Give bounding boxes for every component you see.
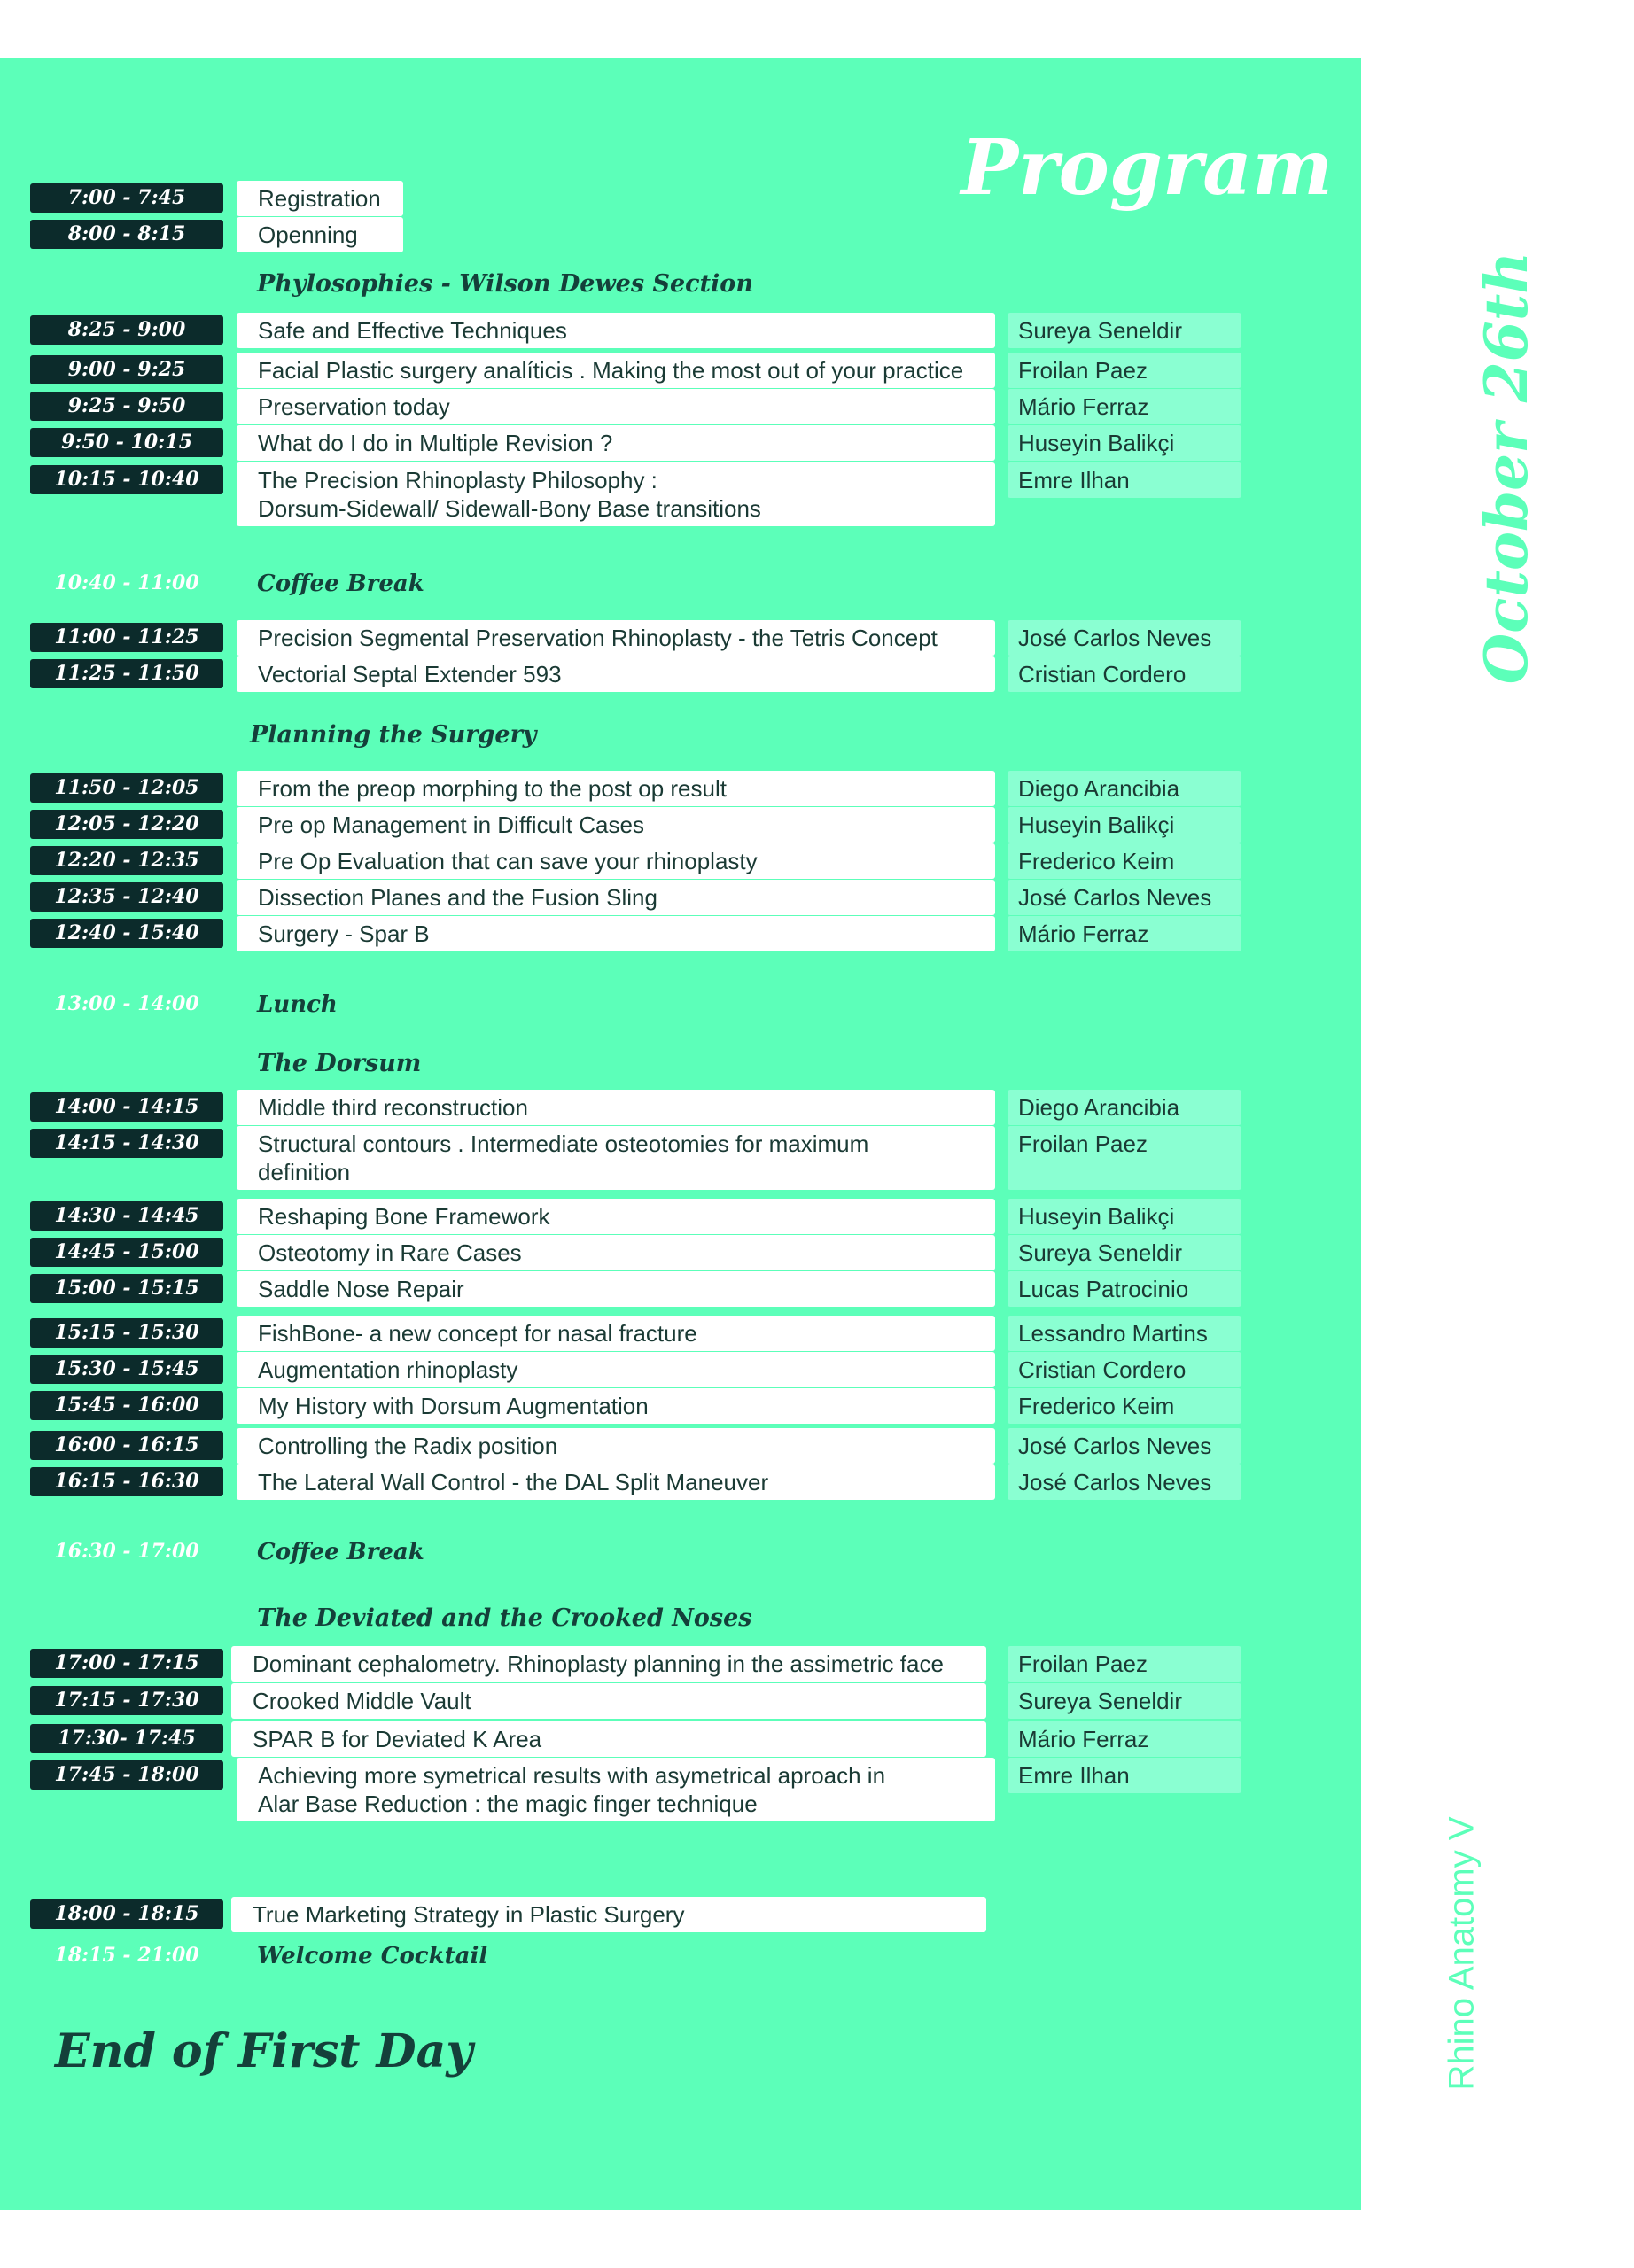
session-title: Reshaping Bone Framework <box>237 1199 995 1234</box>
session-time-badge: 9:00 - 9:25 <box>30 355 223 384</box>
session-time-badge: 10:15 - 10:40 <box>30 465 223 494</box>
session-title: Saddle Nose Repair <box>237 1271 995 1307</box>
session-title-line: definition <box>258 1159 351 1185</box>
session-title-line: The Precision Rhinoplasty Philosophy : <box>258 467 657 493</box>
session-time-badge: 11:50 - 12:05 <box>30 773 223 803</box>
session-title-line: Achieving more symetrical results with asymetrical aproach in <box>258 1762 886 1789</box>
speaker-name: Sureya Seneldir <box>1008 1683 1241 1719</box>
speaker-name: Emre Ilhan <box>1008 1758 1241 1793</box>
session-time-badge: 14:45 - 15:00 <box>30 1238 223 1267</box>
speaker-name: Huseyin Balikçi <box>1008 1199 1241 1234</box>
session-title: Vectorial Septal Extender 593 <box>237 656 995 692</box>
session-time-badge: 17:30- 17:45 <box>30 1724 223 1753</box>
break-time: 16:30 - 17:00 <box>54 1540 199 1563</box>
session-title: Middle third reconstruction <box>237 1090 995 1125</box>
session-time-badge: 16:15 - 16:30 <box>30 1467 223 1496</box>
session-time-badge: 12:05 - 12:20 <box>30 810 223 839</box>
session-time-badge: 15:00 - 15:15 <box>30 1274 223 1303</box>
session-title: Registration <box>237 181 403 216</box>
speaker-name: José Carlos Neves <box>1008 1464 1241 1500</box>
speaker-name: Froilan Paez <box>1008 353 1241 388</box>
break-label: Coffee Break <box>257 1539 424 1565</box>
session-time-badge: 11:25 - 11:50 <box>30 659 223 688</box>
session-title <box>237 1758 995 1821</box>
speaker-name: Mário Ferraz <box>1008 916 1241 951</box>
section-title: Phylosophies - Wilson Dewes Section <box>257 270 753 298</box>
session-time-badge: 17:15 - 17:30 <box>30 1686 223 1715</box>
session-time-badge: 9:50 - 10:15 <box>30 428 223 457</box>
break-label: Coffee Break <box>257 571 424 597</box>
speaker-name: Cristian Cordero <box>1008 656 1241 692</box>
speaker-name: José Carlos Neves <box>1008 620 1241 656</box>
session-title: Openning <box>237 217 403 252</box>
session-title: Crooked Middle Vault <box>231 1683 986 1719</box>
speaker-name: Lucas Patrocinio <box>1008 1271 1241 1307</box>
speaker-name: Sureya Seneldir <box>1008 313 1241 348</box>
section-title: Planning the Surgery <box>250 721 537 749</box>
session-title: The Lateral Wall Control - the DAL Split Maneuver <box>237 1464 995 1500</box>
session-time-badge: 12:20 - 12:35 <box>30 846 223 875</box>
session-time-badge: 17:00 - 17:15 <box>30 1649 223 1678</box>
speaker-name: Emre Ilhan <box>1008 462 1241 498</box>
session-title: Augmentation rhinoplasty <box>237 1352 995 1387</box>
session-time-badge: 8:25 - 9:00 <box>30 315 223 345</box>
speaker-name: José Carlos Neves <box>1008 880 1241 915</box>
session-title: Precision Segmental Preservation Rhinoplasty - the Tetris Concept <box>237 620 995 656</box>
speaker-name: Mário Ferraz <box>1008 389 1241 424</box>
session-title: True Marketing Strategy in Plastic Surgery <box>231 1897 986 1932</box>
session-time-badge: 14:00 - 14:15 <box>30 1092 223 1122</box>
end-of-day-label: End of First Day <box>55 2024 473 2078</box>
session-title <box>237 1126 995 1190</box>
break-time: 18:15 - 21:00 <box>54 1944 199 1967</box>
speaker-name: Huseyin Balikçi <box>1008 425 1241 461</box>
session-time-badge: 17:45 - 18:00 <box>30 1760 223 1790</box>
session-title: Pre Op Evaluation that can save your rhinoplasty <box>237 843 995 879</box>
break-time: 10:40 - 11:00 <box>54 571 199 594</box>
session-title: Pre op Management in Difficult Cases <box>237 807 995 843</box>
session-time-badge: 16:00 - 16:15 <box>30 1431 223 1460</box>
session-time-badge: 14:30 - 14:45 <box>30 1201 223 1231</box>
session-title: My History with Dorsum Augmentation <box>237 1388 995 1424</box>
session-time-badge: 11:00 - 11:25 <box>30 623 223 652</box>
session-time-badge: 8:00 - 8:15 <box>30 220 223 249</box>
speaker-name: Huseyin Balikçi <box>1008 807 1241 843</box>
session-title: FishBone- a new concept for nasal fracture <box>237 1316 995 1351</box>
speaker-name: Cristian Cordero <box>1008 1352 1241 1387</box>
session-title-line: Structural contours . Intermediate osteotomies for maximum <box>258 1130 869 1157</box>
section-title: The Dorsum <box>257 1050 422 1077</box>
break-label: Lunch <box>257 991 338 1018</box>
speaker-name: Mário Ferraz <box>1008 1721 1241 1757</box>
session-time-badge: 15:15 - 15:30 <box>30 1318 223 1348</box>
session-time-badge: 12:35 - 12:40 <box>30 882 223 912</box>
speaker-name: Diego Arancibia <box>1008 1090 1241 1125</box>
session-title: SPAR B for Deviated K Area <box>231 1721 986 1757</box>
session-title: Osteotomy in Rare Cases <box>237 1235 995 1270</box>
session-title: Dominant cephalometry. Rhinoplasty planning in the assimetric face <box>231 1646 986 1682</box>
session-title <box>237 462 995 526</box>
session-title-line: Alar Base Reduction : the magic finger technique <box>258 1790 758 1817</box>
speaker-name: Diego Arancibia <box>1008 771 1241 806</box>
session-title: Safe and Effective Techniques <box>237 313 995 348</box>
session-title: Facial Plastic surgery analíticis . Making the most out of your practice <box>237 353 995 388</box>
speaker-name: Lessandro Martins <box>1008 1316 1241 1351</box>
event-date <box>1472 213 1541 722</box>
session-time-badge: 14:15 - 14:30 <box>30 1129 223 1158</box>
session-title: From the preop morphing to the post op result <box>237 771 995 806</box>
speaker-name: Froilan Paez <box>1008 1646 1241 1682</box>
event-date-text: October 26th <box>1472 251 1541 684</box>
session-time-badge: 18:00 - 18:15 <box>30 1899 223 1929</box>
session-time-badge: 9:25 - 9:50 <box>30 392 223 421</box>
session-title: What do I do in Multiple Revision ? <box>237 425 995 461</box>
break-time: 13:00 - 14:00 <box>54 992 199 1015</box>
session-time-badge: 15:45 - 16:00 <box>30 1391 223 1420</box>
session-title: Dissection Planes and the Fusion Sling <box>237 880 995 915</box>
page-title: Program <box>961 123 1333 213</box>
session-time-badge: 7:00 - 7:45 <box>30 183 223 213</box>
speaker-name: Frederico Keim <box>1008 1388 1241 1424</box>
speaker-name: Frederico Keim <box>1008 843 1241 879</box>
session-title: Controlling the Radix position <box>237 1428 995 1464</box>
event-name <box>1436 1794 1489 2113</box>
section-title: The Deviated and the Crooked Noses <box>257 1604 752 1632</box>
session-title: Surgery - Spar B <box>237 916 995 951</box>
speaker-name: Froilan Paez <box>1008 1126 1241 1190</box>
event-name-text: Rhino Anatomy V <box>1442 1816 1482 2091</box>
session-title: Preservation today <box>237 389 995 424</box>
speaker-name: José Carlos Neves <box>1008 1428 1241 1464</box>
break-label: Welcome Cocktail <box>257 1943 488 1969</box>
session-time-badge: 15:30 - 15:45 <box>30 1355 223 1384</box>
session-title-line: Dorsum-Sidewall/ Sidewall-Bony Base transitions <box>258 495 761 522</box>
session-time-badge: 12:40 - 15:40 <box>30 919 223 948</box>
speaker-name: Sureya Seneldir <box>1008 1235 1241 1270</box>
